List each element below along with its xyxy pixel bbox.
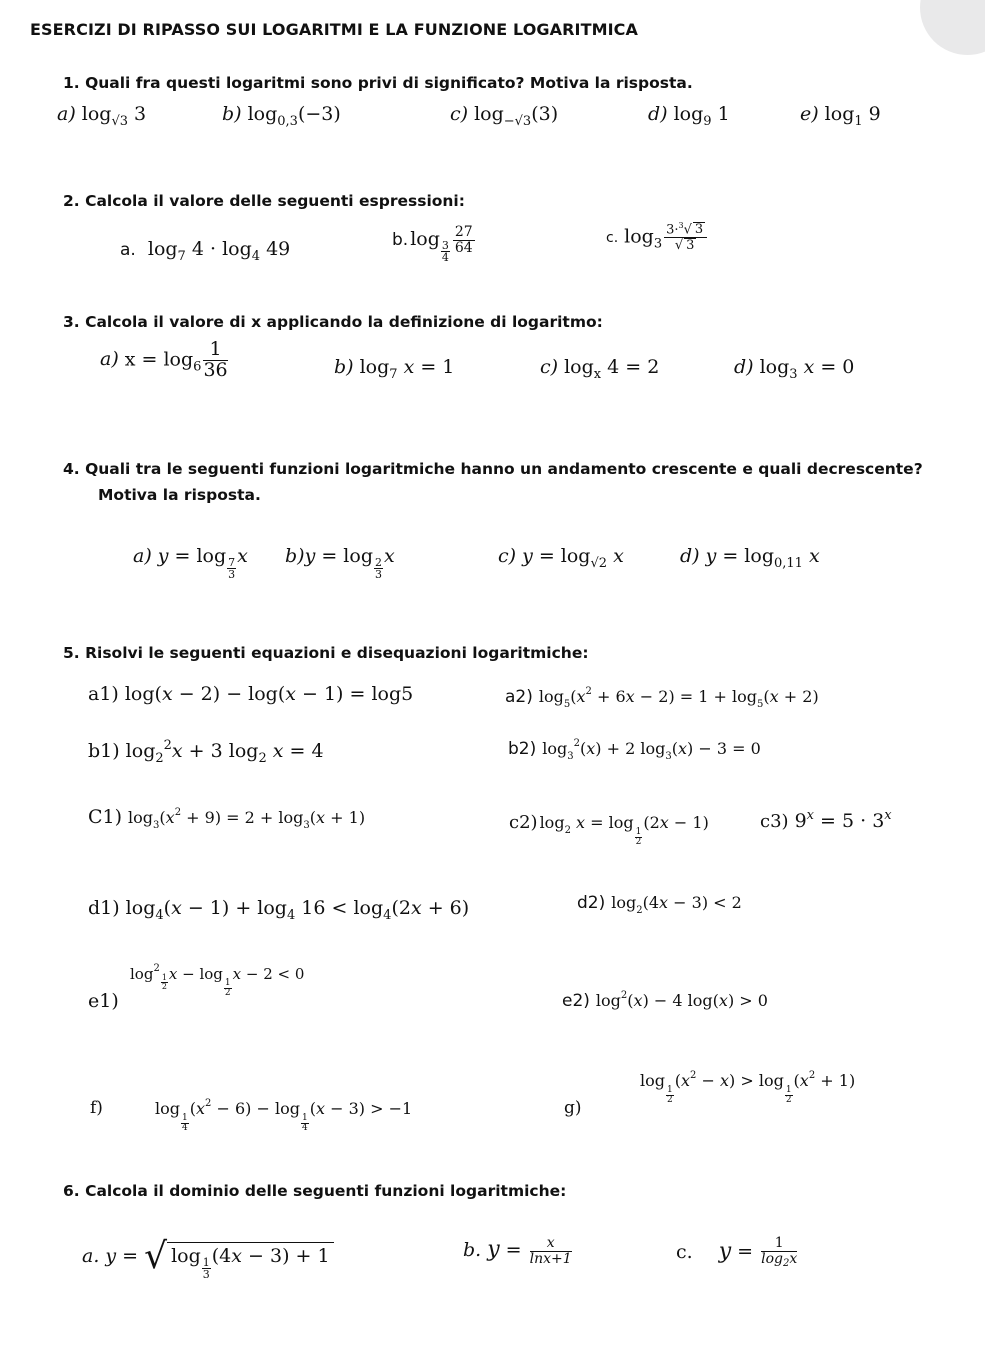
q1-item-b: b) $\log_{0,3}(-3)$ <box>222 103 341 129</box>
q3-item-b: b) $\log_7 x = 1$ <box>334 356 455 382</box>
question-2: 2. Calcola il valore delle seguenti espressioni: <box>63 192 465 210</box>
q1-item-a: a) $\log_{√3} 3$ <box>57 103 147 129</box>
q4-item-b: b)y = log $\frac{2}{3}$ x <box>285 545 395 581</box>
corner-decoration <box>920 0 985 55</box>
question-6: 6. Calcola il dominio delle seguenti funzioni logaritmiche: <box>63 1182 567 1200</box>
q5-item-b2: b2) $\log_3^2(x) + 2$ $\log_3(x) - 3 = 0$ <box>508 738 761 762</box>
q5-item-e2: e2) $\log^2(x) - 4$ log(x) > 0 <box>562 990 768 1011</box>
question-4: 4. Quali tra le seguenti funzioni logaritmiche hanno un andamento crescente e quali decrescente? <box>63 460 923 478</box>
q5-item-d1: d1) $\log_4(x - 1) + \log_4 16 < \log_4(2x + 6)$ <box>88 897 470 923</box>
q1-item-c: c) $\log_{-√3}(3)$ <box>450 103 559 129</box>
q5-item-b1: b1) $\log_2^2x + 3$ $\log_2 x = 4$ <box>88 738 324 766</box>
q5-item-d2: d2) $\log_2(4x - 3) < 2$ <box>577 893 742 916</box>
question-5: 5. Risolvi le seguenti equazioni e disequazioni logaritmiche: <box>63 644 589 662</box>
q5-item-f: log $\frac{1}{4}$ $(x^2 - 6) - \log$ $\frac{1}{4}$ (x − 3) > −1 <box>155 1098 413 1133</box>
q4-item-d: d) $y = \log_{0,11} x$ <box>680 545 820 571</box>
question-4-line2: Motiva la risposta. <box>98 486 261 504</box>
q4-item-c: c) $y = \log_{√2} x$ <box>498 545 624 571</box>
q1-item-d: d) $\log_9 1$ <box>648 103 730 129</box>
q3-item-d: d) $\log_3 x = 0$ <box>734 356 855 382</box>
q2-item-c: c. $\log_3$ $\frac{3\cdot^3√ 3}{√ 3}$ <box>606 222 709 253</box>
q5-item-e1-label: e1) <box>88 990 119 1012</box>
q2-item-b: b. log $\frac{3}{4}$ $\frac{27}{64}$ <box>392 224 473 265</box>
q5-item-g-label: g) <box>564 1098 582 1118</box>
q5-item-g: log $\frac{1}{2}$ $(x^2 - x) > \log$ $\frac{1}{2}$ $(x^2 + 1)$ <box>640 1070 856 1105</box>
q5-item-c2: c2) $\log_2 x = \log$ $\frac{1}{2}$ (2x − 1) <box>509 812 709 847</box>
question-3: 3. Calcola il valore di x applicando la definizione di logaritmo: <box>63 313 603 331</box>
q5-item-a2: a2) $\log_5(x^2 + 6x - 2) = 1 + \log_5(x + 2)$ <box>505 686 819 710</box>
q2-item-a: a. $\log_7 4 \cdot \log_4 49$ <box>120 238 291 264</box>
question-1: 1. Quali fra questi logaritmi sono privi di significato? Motiva la risposta. <box>63 74 693 92</box>
q6-item-a: a. y = √ log $\frac{1}{3}$ (4x − 3) + 1 <box>82 1236 334 1280</box>
q5-item-a1: a1) log(x − 2) − log(x − 1) = log5 <box>88 683 414 705</box>
q6-item-b: b. y = $\frac{x}{\ln x+1}$ <box>463 1235 572 1267</box>
q3-item-a: a) $x = \log_6$ $\frac{1}{36}$ <box>100 338 228 381</box>
q5-item-e1: $\log^2$ $\frac{1}{2}$ x − log $\frac{1}{2}$ x − 2 < 0 <box>130 963 305 998</box>
q5-item-c3: c3) $9^x = 5 \cdot 3^x$ <box>760 808 892 832</box>
q4-item-a: a) y = log $\frac{7}{3}$ x <box>133 545 248 581</box>
q5-item-c1: C1) $\log_3(x^2 + 9) = 2 + \log_3(x + 1)$ <box>88 806 366 831</box>
page-title: ESERCIZI DI RIPASSO SUI LOGARITMI E LA FUNZIONE LOGARITMICA <box>30 20 638 39</box>
q5-item-f-label: f) <box>90 1098 103 1118</box>
q6-item-c: c. y = $\frac{1}{\log_2x}$ <box>676 1235 798 1269</box>
q3-item-c: c) $\log_x 4 = 2$ <box>540 356 660 382</box>
q1-item-e: e) $\log_1 9$ <box>800 103 881 129</box>
